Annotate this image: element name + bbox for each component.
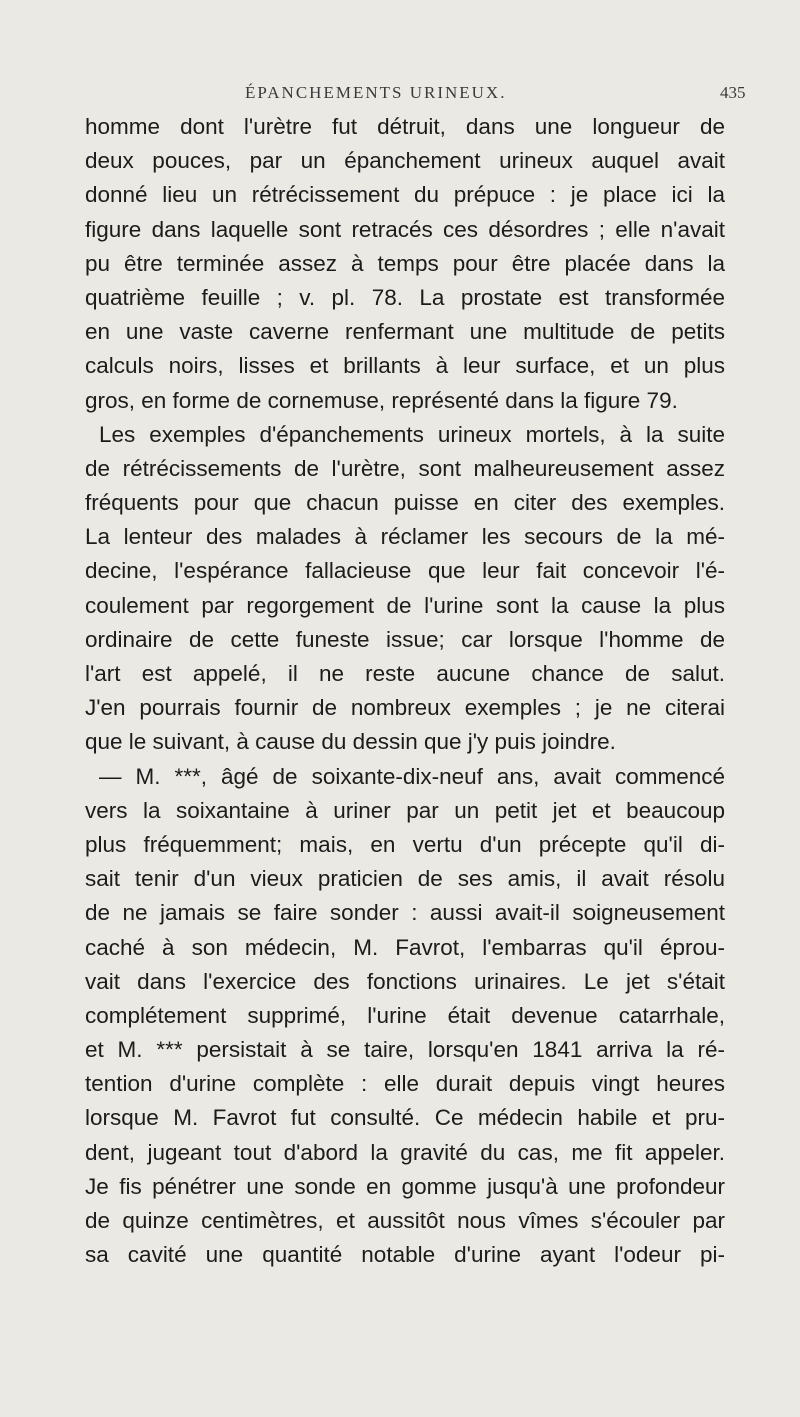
- text-line: caché à son médecin, M. Favrot, l'embarras qu'il éprou-: [85, 934, 725, 960]
- text-line: en une vaste caverne renfermant une multitude de petits: [85, 319, 725, 345]
- text-line: Je fis pénétrer une sonde en gomme jusqu'à une profondeur: [85, 1173, 725, 1199]
- body-text: [85, 110, 725, 1272]
- page-number: 435: [720, 83, 746, 102]
- text-line: figure dans laquelle sont retracés ces désordres ; elle n'avait: [85, 216, 725, 242]
- text-line: quatrième feuille ; v. pl. 78. La prostate est transformée: [85, 284, 725, 310]
- text-line: deux pouces, par un épanchement urineux auquel avait: [85, 148, 725, 174]
- text-line: donné lieu un rétrécissement du prépuce : je place ici la: [85, 182, 725, 208]
- text-line: sa cavité une quantité notable d'urine ayant l'odeur pi-: [85, 1242, 725, 1268]
- text-line: J'en pourrais fournir de nombreux exemples ; je ne citerai: [85, 695, 725, 721]
- running-head: [0, 83, 800, 111]
- text-line: homme dont l'urètre fut détruit, dans une longueur de: [85, 114, 725, 139]
- text-line: gros, en forme de cornemuse, représenté dans la figure 79.: [85, 387, 678, 413]
- text-line: tention d'urine complète : elle durait depuis vingt heures: [85, 1071, 725, 1097]
- text-line: vers la soixantaine à uriner par un petit jet et beaucoup: [85, 797, 725, 823]
- text-line: — M. ***, âgé de soixante-dix-neuf ans, avait commencé: [99, 763, 725, 789]
- text-line: pu être terminée assez à temps pour être placée dans la: [85, 250, 725, 276]
- text-line: Les exemples d'épanchements urineux mortels, à la suite: [99, 421, 725, 447]
- running-title: ÉPANCHEMENTS URINEUX.: [245, 83, 507, 102]
- text-line: et M. *** persistait à se taire, lorsqu'en 1841 arriva la ré-: [85, 1037, 725, 1063]
- text-line: ordinaire de cette funeste issue; car lorsque l'homme de: [85, 626, 725, 652]
- text-line: complétement supprimé, l'urine était devenue catarrhale,: [85, 1002, 725, 1028]
- text-line: que le suivant, à cause du dessin que j'y puis joindre.: [85, 729, 616, 755]
- text-line: de ne jamais se faire sonder : aussi avait-il soigneusement: [85, 900, 725, 926]
- text-line: fréquents pour que chacun puisse en citer des exemples.: [85, 490, 725, 516]
- text-line: lorsque M. Favrot fut consulté. Ce médecin habile et pru-: [85, 1105, 725, 1131]
- text-line: calculs noirs, lisses et brillants à leur surface, et un plus: [85, 353, 725, 379]
- text-line: de rétrécissements de l'urètre, sont malheureusement assez: [85, 455, 725, 481]
- text-line: decine, l'espérance fallacieuse que leur fait concevoir l'é-: [85, 558, 725, 584]
- text-line: vait dans l'exercice des fonctions urinaires. Le jet s'était: [85, 968, 725, 994]
- text-line: dent, jugeant tout d'abord la gravité du cas, me fit appeler.: [85, 1139, 725, 1165]
- text-line: coulement par regorgement de l'urine sont la cause la plus: [85, 592, 725, 618]
- text-line: de quinze centimètres, et aussitôt nous vîmes s'écouler par: [85, 1208, 725, 1233]
- text-line: plus fréquemment; mais, en vertu d'un précepte qu'il di-: [85, 831, 725, 857]
- text-line: l'art est appelé, il ne reste aucune chance de salut.: [85, 661, 725, 686]
- text-line: sait tenir d'un vieux praticien de ses amis, il avait résolu: [85, 866, 725, 892]
- text-line: La lenteur des malades à réclamer les secours de la mé-: [85, 524, 725, 550]
